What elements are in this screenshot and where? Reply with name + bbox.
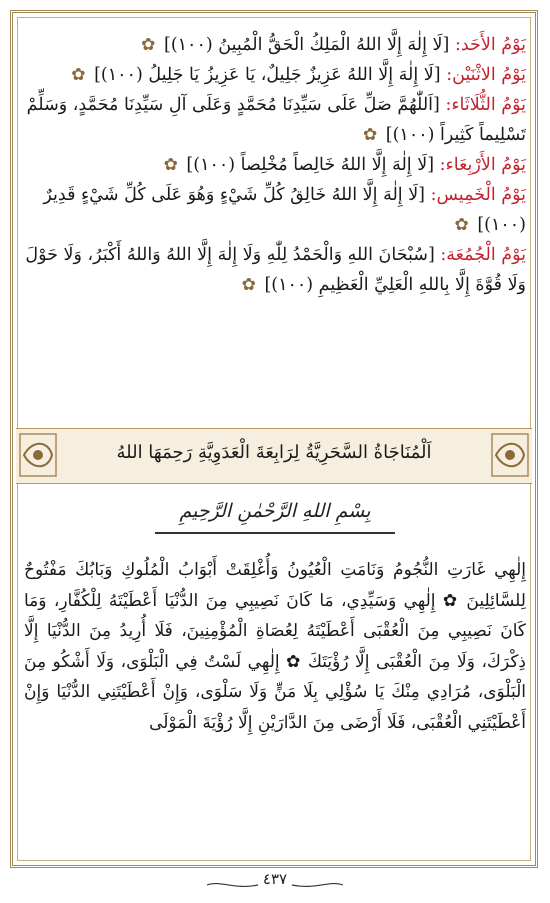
page-number-ornament-icon <box>290 880 345 890</box>
section-title: اَلْمُنَاجَاةُ السَّحَرِيَّةُ لِرَابِعَةَ الْعَدَوِيَّةِ رَحِمَهَا اللهُ <box>116 442 432 463</box>
day-text: [لَا إِلٰهَ إِلَّا اللهُ خَالِقُ كُلِّ شَيْءٍ وَهُوَ عَلَى كُلِّ شَيْءٍ قَدِيرٌ (١٠٠)] <box>43 185 526 235</box>
weekday-litanies <box>24 30 526 300</box>
day-monday <box>24 60 526 90</box>
day-thursday <box>24 180 526 240</box>
rosette-icon: ✿ <box>71 65 86 85</box>
day-name: يَوْمُ الْخَمِيس: <box>430 185 526 205</box>
basmala-calligraphy: بِسْمِ اللهِ الرَّحْمٰنِ الرَّحِيمِ <box>179 500 371 522</box>
day-friday <box>24 240 526 300</box>
rosette-icon: ✿ <box>362 125 378 145</box>
day-text: [اَللّٰهُمَّ صَلِّ عَلَى سَيِّدِنَا مُحَمَّدٍ وَعَلَى آلِ سَيِّدِنَا مُحَمَّدٍ، وَسَلِّمْ تَسْلِيماً كَثِيراً (١٠٠)] <box>26 95 526 145</box>
section-banner <box>16 428 532 482</box>
basmala-underline <box>155 532 395 534</box>
day-text: [لَا إِلٰهَ إِلَّا اللهُ عَزِيزٌ جَلِيلٌ، يَا عَزِيزُ يَا جَلِيلُ (١٠٠)] <box>94 65 441 85</box>
arabesque-ornament-icon <box>18 432 58 478</box>
day-tuesday <box>24 90 526 150</box>
day-sunday <box>24 30 526 60</box>
rosette-icon: ✿ <box>241 275 256 295</box>
arabesque-ornament-icon <box>490 432 530 478</box>
day-wednesday <box>24 150 526 180</box>
rosette-icon: ✿ <box>141 35 156 55</box>
day-text: [لَا إِلٰهَ إِلَّا اللهُ خَالِصاً مُخْلِصاً (١٠٠)] <box>186 155 435 175</box>
day-text: [سُبْحَانَ اللهِ وَالْحَمْدُ لِلّٰهِ وَلَا إِلٰهَ إِلَّا اللهُ وَاللهُ أَكْبَرُ، وَلَا حَوْلَ وَلَا قُوَّةَ إِلَّا بِاللهِ الْعَلِيِّ الْعَظِيمِ (١٠٠)] <box>25 245 526 295</box>
day-name: يَوْمُ الأَحَد: <box>454 35 526 55</box>
rosette-icon: ✿ <box>163 155 178 175</box>
day-name: يَوْمُ الْجُمُعَة: <box>440 245 526 265</box>
day-text: [لَا إِلٰهَ إِلَّا اللهُ الْمَلِكُ الْحَقُّ الْمُبِينُ (١٠٠)] <box>164 35 450 55</box>
supplication-text: إِلٰهِي غَارَتِ النُّجُومُ وَنَامَتِ الْعُيُونُ وَأُغْلِقَتْ أَبْوَابُ الْمُلُوكِ وَبَابُكَ مَفْتُوحٌ لِلسَّائِلِينَ ✿ إِلٰهِي وَسَيِّدِي، مَا كَانَ نَصِيبِي مِنَ الدُّنْيَا أَعْطَيْتَهُ لِلْكُفَّارِ، وَمَا كَانَ نَصِيبِي مِنَ الْعُقْبَى أَعْطَيْتَهُ لِعُصَاةِ الْمُؤْمِنِينَ، فَلَا أُرِيدُ مِنَ الدُّنْيَا إِلَّا ذِكْرَكَ، وَلَا مِنَ الْعُقْبَى إِلَّا رُؤْيَتَكَ ✿ إِلٰهِي لَسْتُ فِي الْبَلْوَى، وَلَا أَشْكُو مِنَ الْبَلْوَى، مُرَادِي مِنْكَ يَا سُؤْلِي بِلَا مَنٍّ وَلَا سَلْوَى، وَإِنْ أَعْطَيْتَنِي الدُّنْيَا وَإِنْ أَعْطَيْتَنِي الْعُقْبَى، فَلَا أَرْضَى مِنَ الدَّارَيْنِ إِلَّا رُؤْيَةَ الْمَوْلَى <box>24 560 526 733</box>
rosette-icon: ✿ <box>454 215 469 235</box>
page-number: ٤٣٧ <box>262 870 288 888</box>
day-name: يَوْمُ الاثْنَيْن: <box>446 65 526 85</box>
day-name: يَوْمُ الثُّلَاثَاء: <box>445 95 526 115</box>
day-name: يَوْمُ الأَرْبِعَاء: <box>439 155 526 175</box>
